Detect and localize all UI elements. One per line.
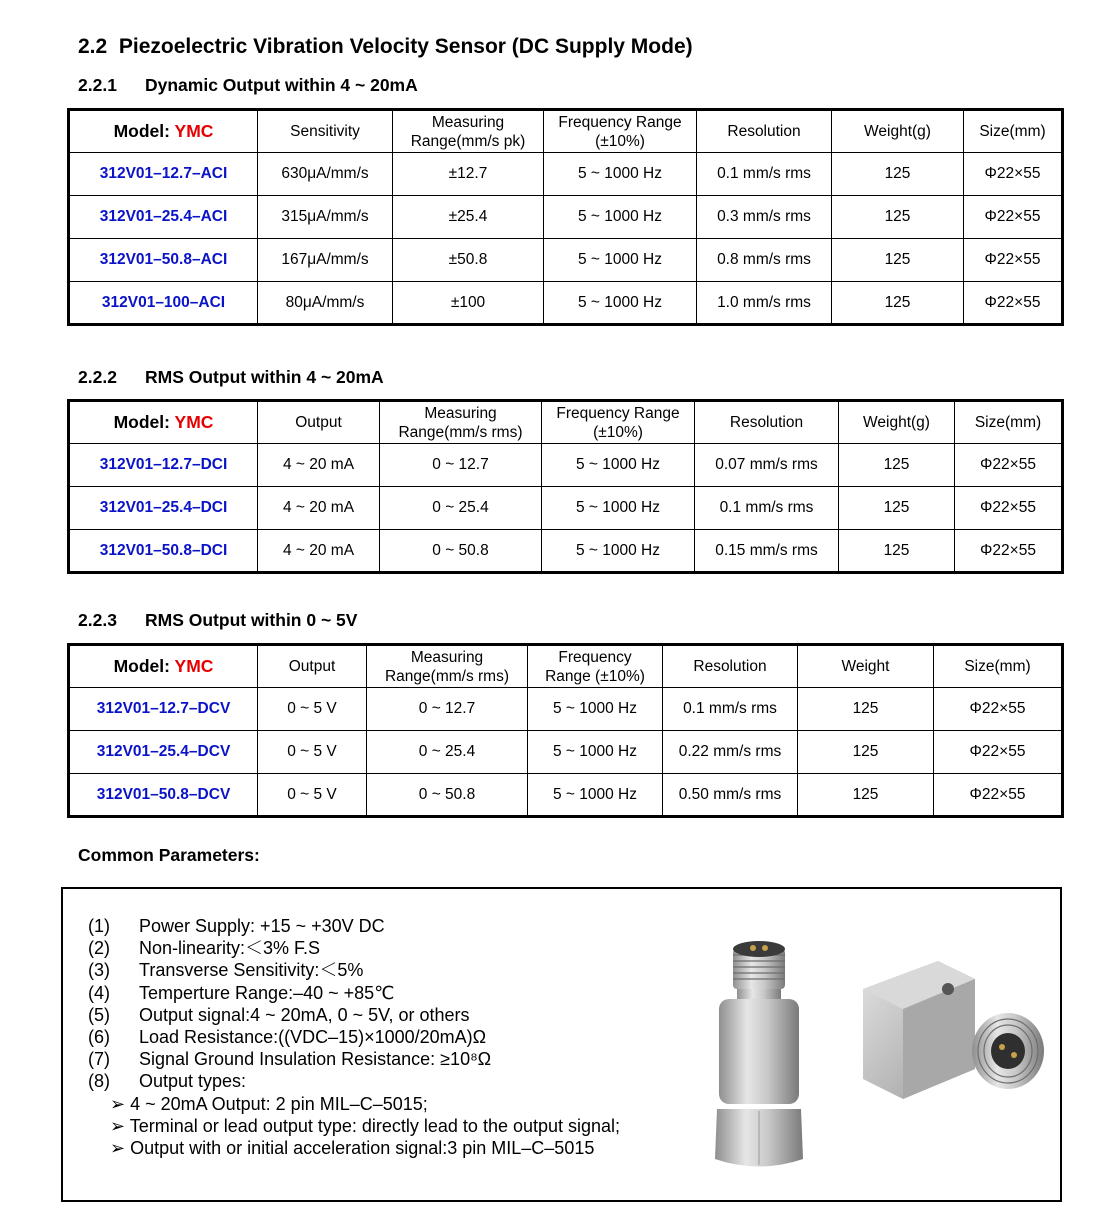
- table-header-row: [69, 401, 1063, 444]
- spec-table-dcv: [67, 643, 1064, 818]
- column-header: Sensitivity: [258, 110, 393, 153]
- table-cell: 125: [839, 487, 955, 530]
- subsection-title-3: [78, 610, 357, 631]
- table-cell: 0 ~ 5 V: [258, 774, 367, 817]
- parameter-item: [88, 982, 668, 1004]
- table-cell: 5 ~ 1000 Hz: [544, 153, 697, 196]
- table-cell: 125: [832, 239, 964, 282]
- table-cell: 0 ~ 25.4: [367, 731, 528, 774]
- parameter-number: (8): [88, 1071, 110, 1092]
- subsection-number: 2.2.1: [78, 75, 117, 95]
- table-cell: 0 ~ 5 V: [258, 731, 367, 774]
- table-header-row: [69, 110, 1063, 153]
- table-cell: 5 ~ 1000 Hz: [544, 239, 697, 282]
- cylindrical-sensor-image: [715, 941, 803, 1167]
- model-header: [69, 645, 258, 688]
- table-cell: Φ22×55: [964, 196, 1063, 239]
- table-cell: Φ22×55: [955, 444, 1063, 487]
- column-header: Resolution: [697, 110, 832, 153]
- brand-name: YMC: [174, 121, 214, 141]
- table-cell: Φ22×55: [964, 282, 1063, 325]
- column-header: Measuring Range(mm/s rms): [367, 645, 528, 688]
- table-cell: 0.1 mm/s rms: [697, 153, 832, 196]
- table-cell: Φ22×55: [964, 239, 1063, 282]
- column-header: Resolution: [663, 645, 798, 688]
- model-number: 312V01–25.4–ACI: [69, 196, 258, 239]
- parameter-text: Temperture Range:–40 ~ +85℃: [139, 982, 395, 1003]
- common-parameters-box: [61, 887, 1062, 1202]
- model-number: 312V01–50.8–ACI: [69, 239, 258, 282]
- output-type-item: ➢ 4 ~ 20mA Output: 2 pin MIL–C–5015;: [110, 1093, 428, 1114]
- table-cell: ±25.4: [393, 196, 544, 239]
- model-label: Model:: [113, 656, 175, 676]
- table-cell: 125: [832, 196, 964, 239]
- parameter-number: (4): [88, 982, 110, 1003]
- table-cell: Φ22×55: [934, 688, 1063, 731]
- model-number: 312V01–12.7–DCI: [69, 444, 258, 487]
- parameter-item: [88, 937, 668, 959]
- table-cell: 0.07 mm/s rms: [695, 444, 839, 487]
- column-header: Output: [258, 645, 367, 688]
- column-header: Frequency Range (±10%): [544, 110, 697, 153]
- table-cell: Φ22×55: [955, 530, 1063, 573]
- parameter-number: (3): [88, 960, 110, 981]
- subsection-title-2: [78, 367, 384, 388]
- column-header: Measuring Range(mm/s rms): [380, 401, 542, 444]
- column-header: Frequency Range (±10%): [528, 645, 663, 688]
- model-header: [69, 110, 258, 153]
- table-row: [69, 731, 1063, 774]
- column-header: Size(mm): [955, 401, 1063, 444]
- subsection-title-1: [78, 75, 418, 96]
- table-row: [69, 774, 1063, 817]
- table-row: [69, 282, 1063, 325]
- table-cell: ±12.7: [393, 153, 544, 196]
- table-header-row: [69, 645, 1063, 688]
- table-row: [69, 196, 1063, 239]
- column-header: Measuring Range(mm/s pk): [393, 110, 544, 153]
- parameter-text: Load Resistance:((VDC–15)×1000/20mA)Ω: [139, 1027, 487, 1048]
- table-cell: 1.0 mm/s rms: [697, 282, 832, 325]
- table-cell: Φ22×55: [934, 731, 1063, 774]
- table-cell: 0.8 mm/s rms: [697, 239, 832, 282]
- column-header: Size(mm): [934, 645, 1063, 688]
- model-number: 312V01–25.4–DCI: [69, 487, 258, 530]
- table-cell: 0.15 mm/s rms: [695, 530, 839, 573]
- column-header: Resolution: [695, 401, 839, 444]
- table-cell: 125: [839, 444, 955, 487]
- parameter-item: [88, 915, 668, 937]
- parameter-text: Signal Ground Insulation Resistance: ≥10⁸Ω: [139, 1049, 492, 1070]
- table-cell: 0.22 mm/s rms: [663, 731, 798, 774]
- column-header: Size(mm): [964, 110, 1063, 153]
- spec-table-dci: [67, 399, 1064, 574]
- table-cell: 630μA/mm/s: [258, 153, 393, 196]
- table-cell: 0.1 mm/s rms: [695, 487, 839, 530]
- column-header: Frequency Range (±10%): [542, 401, 695, 444]
- parameter-item: [88, 959, 668, 981]
- parameter-item: [88, 1026, 668, 1048]
- table-cell: 5 ~ 1000 Hz: [544, 282, 697, 325]
- section-title: [78, 35, 693, 59]
- table-cell: Φ22×55: [964, 153, 1063, 196]
- column-header: Weight(g): [832, 110, 964, 153]
- model-number: 312V01–12.7–DCV: [69, 688, 258, 731]
- table-cell: 5 ~ 1000 Hz: [528, 688, 663, 731]
- table-cell: 125: [832, 153, 964, 196]
- subsection-number: 2.2.3: [78, 610, 117, 630]
- table-row: [69, 153, 1063, 196]
- subsection-heading: RMS Output within 0 ~ 5V: [145, 610, 358, 630]
- subsection-heading: RMS Output within 4 ~ 20mA: [145, 367, 384, 387]
- table-cell: 0.1 mm/s rms: [663, 688, 798, 731]
- parameter-list: [88, 915, 668, 1159]
- table-cell: 4 ~ 20 mA: [258, 530, 380, 573]
- parameter-number: (2): [88, 938, 110, 959]
- table-cell: Φ22×55: [955, 487, 1063, 530]
- parameter-item: [88, 1070, 668, 1092]
- section-number: 2.2: [78, 35, 108, 58]
- table-cell: 5 ~ 1000 Hz: [542, 444, 695, 487]
- table-cell: 125: [798, 688, 934, 731]
- table-cell: 5 ~ 1000 Hz: [542, 530, 695, 573]
- brand-name: YMC: [174, 656, 214, 676]
- table-cell: 0 ~ 50.8: [380, 530, 542, 573]
- model-label: Model:: [113, 121, 175, 141]
- table-cell: ±50.8: [393, 239, 544, 282]
- parameter-text: Non-linearity:＜3% F.S: [139, 938, 321, 959]
- block-sensor-image: [863, 961, 1044, 1099]
- model-label: Model:: [113, 412, 175, 432]
- table-row: [69, 444, 1063, 487]
- table-cell: 167μA/mm/s: [258, 239, 393, 282]
- parameter-text: Output types:: [139, 1071, 247, 1092]
- table-cell: 4 ~ 20 mA: [258, 487, 380, 530]
- table-cell: 5 ~ 1000 Hz: [544, 196, 697, 239]
- table-cell: 5 ~ 1000 Hz: [528, 774, 663, 817]
- table-row: [69, 688, 1063, 731]
- section-heading: Piezoelectric Vibration Velocity Sensor (DC Supply Mode): [118, 35, 693, 58]
- model-header: [69, 401, 258, 444]
- sensor-photo: [713, 929, 1053, 1194]
- parameter-number: (1): [88, 916, 110, 936]
- output-type-item: ➢ Output with or initial acceleration signal:3 pin MIL–C–5015: [110, 1138, 595, 1159]
- table-row: [69, 487, 1063, 530]
- table-cell: 0 ~ 12.7: [367, 688, 528, 731]
- table-cell: 80μA/mm/s: [258, 282, 393, 325]
- table-cell: 5 ~ 1000 Hz: [542, 487, 695, 530]
- table-cell: 0 ~ 50.8: [367, 774, 528, 817]
- table-cell: 0.50 mm/s rms: [663, 774, 798, 817]
- table-cell: 4 ~ 20 mA: [258, 444, 380, 487]
- table-row: [69, 530, 1063, 573]
- parameter-number: (7): [88, 1049, 110, 1070]
- parameter-text: Output signal:4 ~ 20mA, 0 ~ 5V, or others: [139, 1004, 470, 1025]
- table-cell: Φ22×55: [934, 774, 1063, 817]
- parameter-item: [88, 1048, 668, 1070]
- parameter-number: (5): [88, 1004, 110, 1025]
- model-number: 312V01–50.8–DCI: [69, 530, 258, 573]
- parameter-item: [88, 1004, 668, 1026]
- table-cell: 125: [798, 774, 934, 817]
- parameter-text: Power Supply: +15 ~ +30V DC: [139, 916, 385, 936]
- column-header: Weight: [798, 645, 934, 688]
- model-number: 312V01–50.8–DCV: [69, 774, 258, 817]
- model-number: 312V01–100–ACI: [69, 282, 258, 325]
- parameter-text: Transverse Sensitivity:＜5%: [139, 960, 364, 981]
- table-cell: 0 ~ 25.4: [380, 487, 542, 530]
- parameter-number: (6): [88, 1027, 110, 1048]
- table-cell: 125: [839, 530, 955, 573]
- table-cell: 0 ~ 12.7: [380, 444, 542, 487]
- table-cell: 125: [798, 731, 934, 774]
- common-parameters-title: Common Parameters:: [78, 845, 260, 865]
- table-cell: 125: [832, 282, 964, 325]
- brand-name: YMC: [174, 412, 214, 432]
- column-header: Weight(g): [839, 401, 955, 444]
- table-cell: 0.3 mm/s rms: [697, 196, 832, 239]
- column-header: Output: [258, 401, 380, 444]
- table-cell: 0 ~ 5 V: [258, 688, 367, 731]
- spec-table-aci: [67, 108, 1064, 326]
- table-row: [69, 239, 1063, 282]
- table-cell: 315μA/mm/s: [258, 196, 393, 239]
- model-number: 312V01–12.7–ACI: [69, 153, 258, 196]
- table-cell: ±100: [393, 282, 544, 325]
- subsection-number: 2.2.2: [78, 367, 117, 387]
- model-number: 312V01–25.4–DCV: [69, 731, 258, 774]
- output-type-item: ➢ Terminal or lead output type: directly lead to the output signal;: [110, 1115, 621, 1136]
- subsection-heading: Dynamic Output within 4 ~ 20mA: [145, 75, 418, 95]
- table-cell: 5 ~ 1000 Hz: [528, 731, 663, 774]
